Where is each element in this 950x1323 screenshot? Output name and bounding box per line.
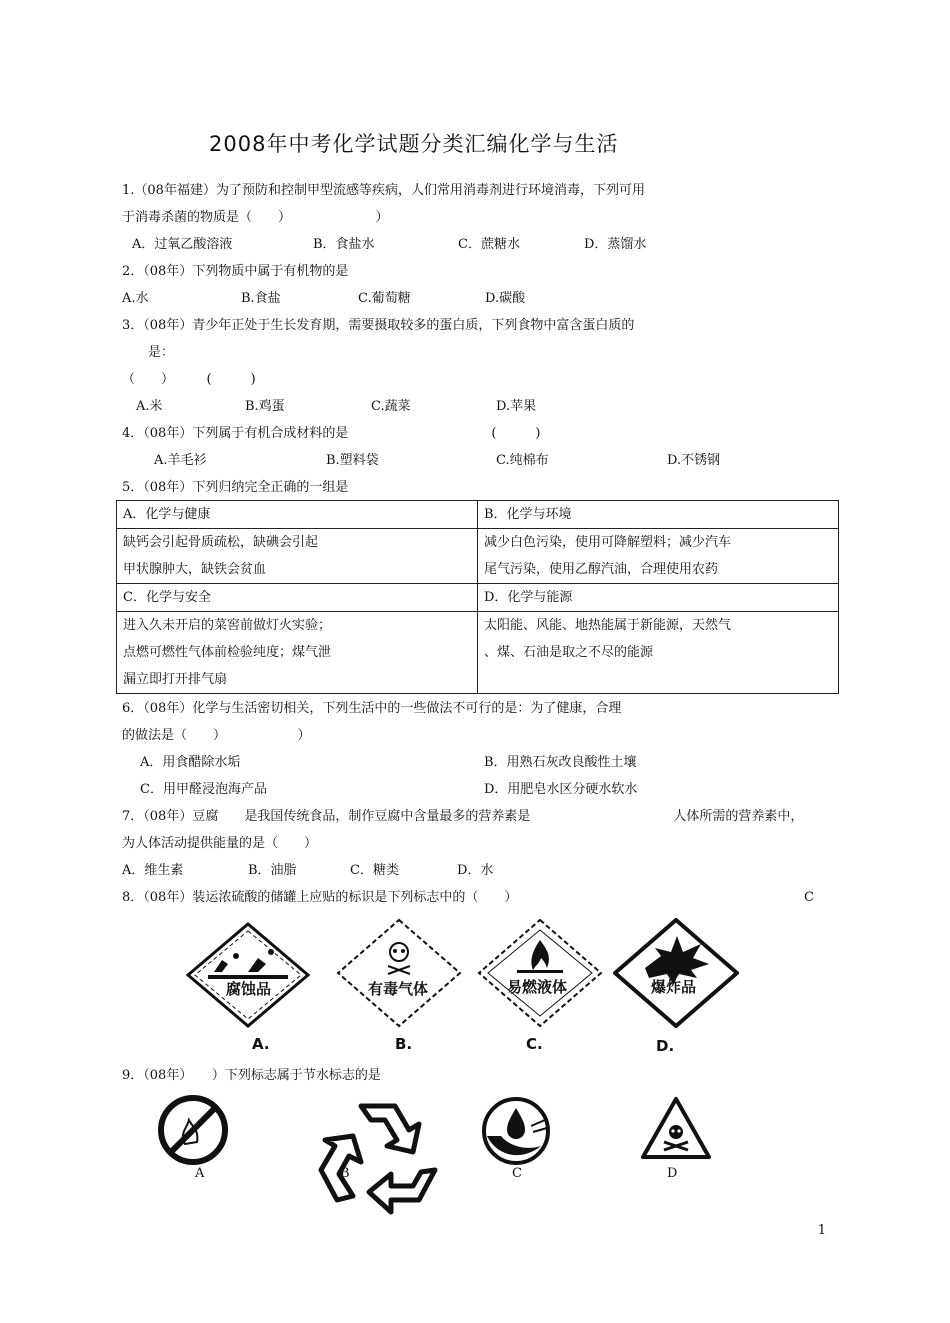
table-cell: B．化学与环境 [478, 501, 839, 529]
sign-letter: C. [526, 1035, 543, 1053]
q3-option-c: C.蔬菜 [371, 399, 411, 414]
q7-option-b: B．油脂 [248, 863, 297, 878]
q7-option-c: C．糖类 [350, 863, 399, 878]
q6-option-c: C．用甲醛浸泡海产品 [140, 782, 267, 797]
sign-letter: A. [252, 1035, 270, 1053]
flammable-liquid-sign [477, 918, 603, 1028]
q1-option-d: D．蒸馏水 [584, 237, 647, 252]
q2-option-d: D.碳酸 [485, 291, 526, 306]
sign-label: 易燃液体 [507, 978, 568, 996]
q2-option-a: A.水 [122, 291, 149, 306]
q4-option-a: A.羊毛衫 [154, 453, 207, 468]
q4-option-c: C.纯棉布 [496, 453, 549, 468]
q1-option-c: C．蔗糖水 [458, 237, 520, 252]
page-title: 2008年中考化学试题分类汇编化学与生活 [209, 132, 619, 156]
table-cell: 太阳能、风能、地热能属于新能源，天然气 、煤、石油是取之不尽的能源 [478, 612, 839, 694]
table-cell: D．化学与能源 [478, 584, 839, 612]
sign-label: 有毒气体 [368, 980, 429, 998]
q1-stem-line2: 于消毒杀菌的物质是（ ） ） [122, 210, 389, 225]
q9-letter-d: D [667, 1166, 678, 1181]
table-cell: A．化学与健康 [117, 501, 478, 529]
q8-answer: C [804, 890, 814, 905]
q4-option-d: D.不锈钢 [667, 453, 721, 468]
q3-option-d: D.苹果 [496, 399, 537, 414]
table-row [117, 584, 839, 612]
page-number: 1 [817, 1223, 826, 1238]
q9-stem: 9．（08年） ）下列标志属于节水标志的是 [122, 1068, 381, 1083]
q6-option-a: A．用食醋除水垢 [140, 755, 241, 770]
q3-stem-line2: 是： [148, 345, 175, 360]
q7-option-d: D．水 [457, 863, 494, 878]
q5-stem: 5．（08年）下列归纳完全正确的一组是 [122, 480, 349, 495]
table-cell: C．化学与安全 [117, 584, 478, 612]
sign-letter: B. [395, 1035, 413, 1053]
q9-letter-b: B [340, 1166, 350, 1181]
q3-stem-line1: 3．（08年）青少年正处于生长发育期，需要摄取较多的蛋白质，下列食物中富含蛋白质的 [122, 318, 635, 333]
q2-option-c: C.葡萄糖 [358, 291, 411, 306]
sign-letter: D. [656, 1037, 675, 1055]
toxic-gas-sign [336, 918, 462, 1028]
no-fire-icon [157, 1094, 229, 1166]
q7-option-a: A．维生素 [122, 863, 184, 878]
q6-option-b: B．用熟石灰改良酸性土壤 [484, 755, 637, 770]
q3-stem-line3: （ ） ( ) [122, 372, 256, 387]
water-saving-icon [481, 1096, 551, 1166]
q5-table [116, 500, 839, 694]
q8-stem: 8．（08年）装运浓硫酸的储罐上应贴的标识是下列标志中的（ ） [122, 890, 615, 905]
table-cell: 减少白色污染，使用可降解塑料；减少汽车 尾气污染，使用乙醇汽油，合理使用农药 [478, 529, 839, 584]
q7-stem-line2: 为人体活动提供能量的是（ ） [122, 836, 376, 851]
recycle-icon [313, 1100, 443, 1218]
q1-option-a: A．过氧乙酸溶液 [132, 237, 233, 252]
sign-label: 腐蚀品 [226, 980, 272, 998]
table-cell: 进入久未开启的菜窖前做灯火实验； 点燃可燃性气体前检验纯度；煤气泄 漏立即打开排气扇 [117, 612, 478, 694]
q1-stem-line1: 1.（08年福建）为了预防和控制甲型流感等疾病，人们常用消毒剂进行环境消毒，下列可用 [122, 183, 645, 198]
q2-stem: 2．（08年）下列物质中属于有机物的是 [122, 264, 349, 279]
explosive-sign [613, 918, 739, 1028]
q9-letter-c: C [512, 1166, 522, 1181]
table-row [117, 612, 839, 694]
q6-stem-line2: 的做法是（ ） ） [122, 728, 311, 743]
table-cell: 缺钙会引起骨质疏松，缺碘会引起 甲状腺肿大，缺铁会贫血 [117, 529, 478, 584]
sign-label: 爆炸品 [651, 978, 697, 996]
q6-stem-line1: 6．（08年）化学与生活密切相关，下列生活中的一些做法不可行的是：为了健康，合理 [122, 701, 622, 716]
q6-option-d: D．用肥皂水区分硬水软水 [484, 782, 638, 797]
q3-option-a: A.米 [136, 399, 163, 414]
table-row [117, 501, 839, 529]
q3-option-b: B.鸡蛋 [245, 399, 285, 414]
q2-option-b: B.食盐 [241, 291, 281, 306]
corrosive-sign [186, 922, 310, 1028]
q9-letter-a: A [195, 1166, 205, 1181]
q1-option-b: B．食盐水 [313, 237, 375, 252]
toxic-warning-icon [640, 1096, 712, 1160]
q7-stem-line1: 7．（08年）豆腐 是我国传统食品，制作豆腐中含量最多的营养素是 人体所需的营养素中， [122, 809, 804, 824]
table-row [117, 529, 839, 584]
q4-option-b: B.塑料袋 [326, 453, 379, 468]
q4-stem: 4．（08年）下列属于有机合成材料的是 ( ) [122, 426, 541, 441]
